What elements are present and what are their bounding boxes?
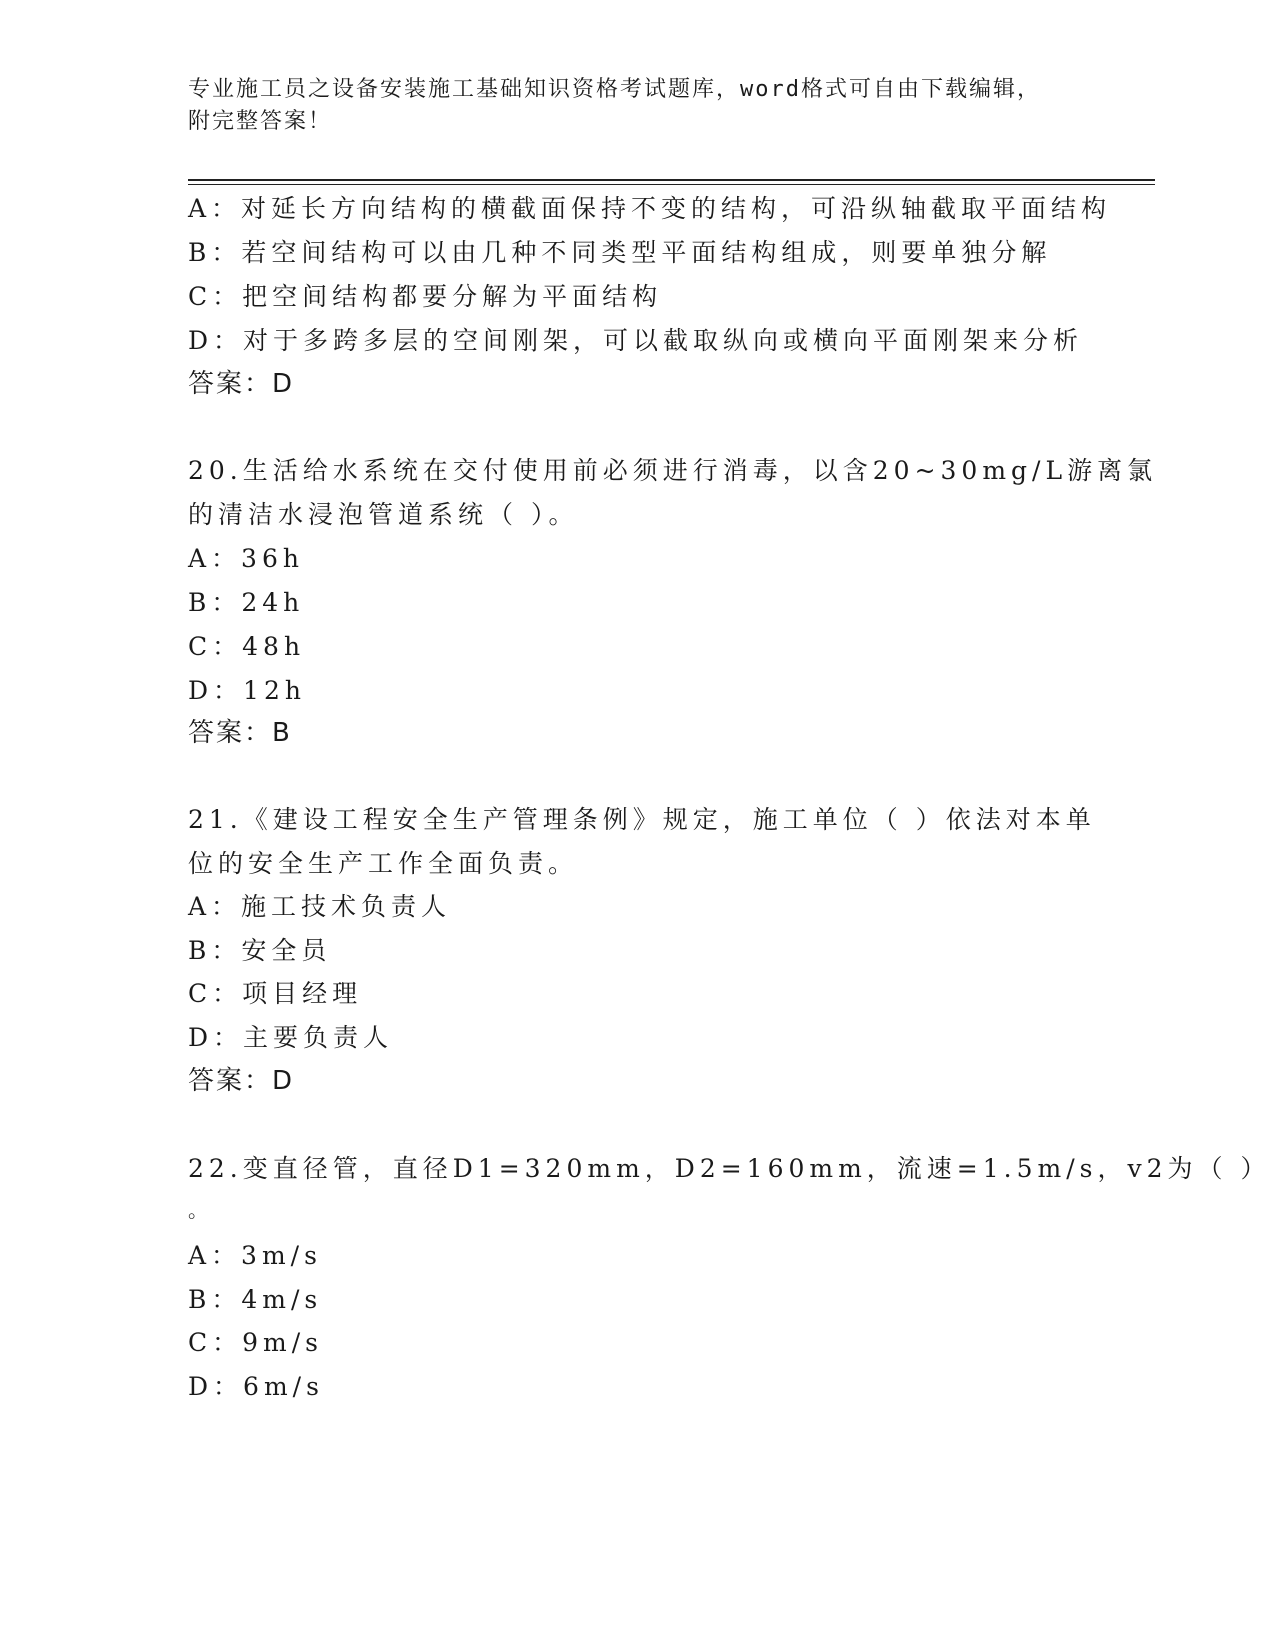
q20-answer: 答案：B <box>188 718 292 748</box>
q21-stem-line-1: 21.《建设工程安全生产管理条例》规定，施工单位（ ）依法对本单 <box>188 805 1096 834</box>
q19-option-b: B：若空间结构可以由几种不同类型平面结构组成，则要单独分解 <box>188 238 1052 267</box>
q20-option-a: A：36h <box>188 544 304 573</box>
q20-stem-line-2: 的清洁水浸泡管道系统（ ）。 <box>188 500 579 529</box>
header-line-2: 附完整答案！ <box>188 109 333 134</box>
q20-option-b: B：24h <box>188 588 305 617</box>
document-header <box>188 74 1068 138</box>
q22-option-d: D：6m/s <box>188 1372 324 1401</box>
q22-stem-line-2: 。 <box>188 1198 213 1222</box>
q21-option-c: C：项目经理 <box>188 979 363 1008</box>
q22-option-a: A：3m/s <box>188 1241 322 1270</box>
q21-option-a: A：施工技术负责人 <box>188 892 452 921</box>
q19-answer: 答案：D <box>188 369 295 399</box>
q20-stem-line-1: 20.生活给水系统在交付使用前必须进行消毒，以含20~30mg/L游离氯 <box>188 456 1158 485</box>
header-rule-thick <box>188 179 1155 181</box>
q22-option-b: B：4m/s <box>188 1285 323 1314</box>
q22-option-c: C：9m/s <box>188 1328 323 1357</box>
q21-answer: 答案：D <box>188 1066 295 1096</box>
header-rule-thin <box>188 184 1155 185</box>
header-line-1: 专业施工员之设备安装施工基础知识资格考试题库，word格式可自由下载编辑， <box>188 77 1041 102</box>
q21-option-b: B：安全员 <box>188 936 332 965</box>
q19-option-c: C：把空间结构都要分解为平面结构 <box>188 282 663 311</box>
q19-option-d: D：对于多跨多层的空间刚架，可以截取纵向或横向平面刚架来分析 <box>188 326 1084 355</box>
q20-option-c: C：48h <box>188 632 306 661</box>
q21-stem-line-2: 位的安全生产工作全面负责。 <box>188 849 579 878</box>
q19-option-a: A：对延长方向结构的横截面保持不变的结构，可沿纵轴截取平面结构 <box>188 194 1112 223</box>
q22-stem-line-1: 22.变直径管，直径D1=320mm，D2=160mm，流速=1.5m/s，v2为（ ） <box>188 1154 1271 1183</box>
q21-option-d: D：主要负责人 <box>188 1023 394 1052</box>
q20-option-d: D：12h <box>188 676 306 705</box>
